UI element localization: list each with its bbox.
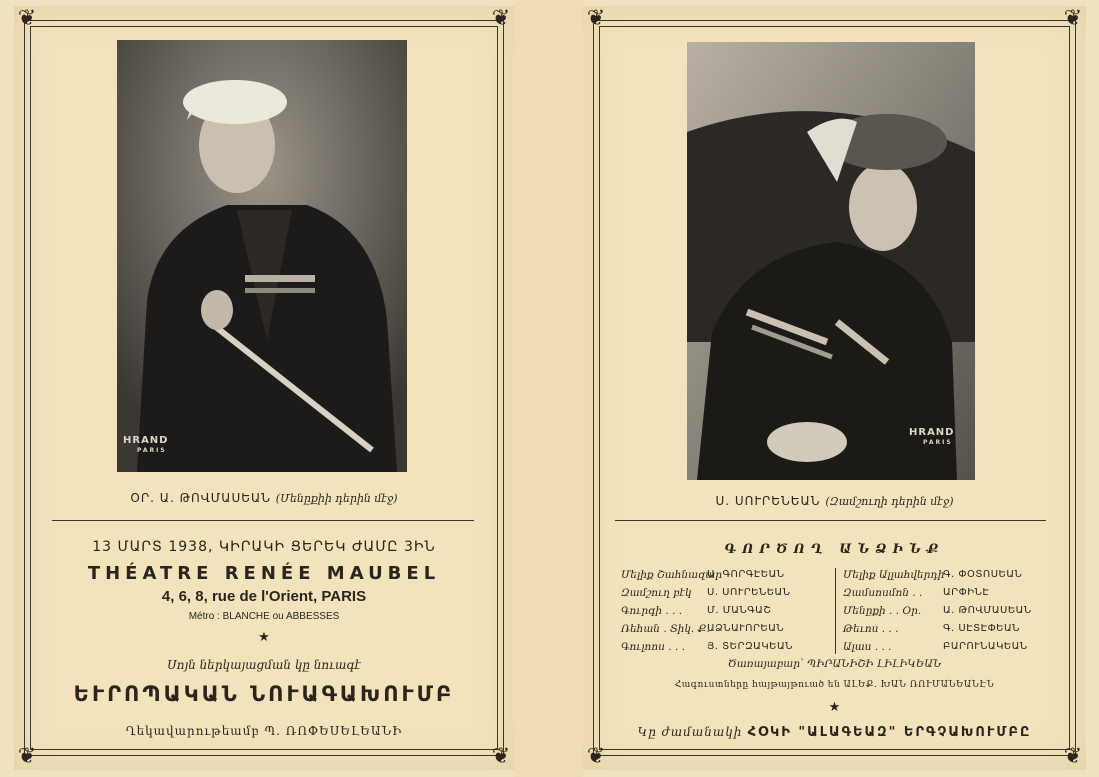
conductor-line: Ղեկավարութեամբ Պ. ՌՈՓԵՍԵԼԵԱՆԻ bbox=[125, 724, 403, 738]
photographer-signature: HRAND PARIS bbox=[909, 427, 955, 446]
cast-list-left bbox=[621, 566, 793, 656]
right-photo-caption bbox=[583, 494, 1086, 508]
ornament-corner-icon: ❦ bbox=[586, 6, 606, 31]
theatre-name: THÉATRE RENÉE MAUBEL bbox=[87, 563, 441, 584]
cast-row: Ռեհան . Տիկ. Ք. ԱՁՆԱՒՈՐԵԱՆ bbox=[621, 623, 785, 635]
actor-name: Ս. ՍՈՒՐԵՆԵԱՆ bbox=[715, 494, 821, 508]
portrait-photo-right bbox=[687, 42, 975, 480]
ornament-corner-icon: ❦ bbox=[1063, 6, 1083, 31]
theatre-address: 4, 6, 8, rue de l'Orient, PARIS bbox=[161, 588, 367, 605]
photographer-signature: HRAND PARIS bbox=[123, 435, 169, 454]
choir-footer: Կը ժամանակի ՀՕԿԻ "ԱԼԱԳԵԱԶ" ԵՐԳՉԱԽՈՒՄԲԸ bbox=[637, 725, 1032, 740]
star-icon: ★ bbox=[828, 700, 841, 715]
cast-row: Մելիք Ալլահվերդի Գ. ՓՕՏՈՍԵԱՆ bbox=[843, 569, 1023, 581]
left-page bbox=[14, 6, 514, 770]
cast-row: Գուլոոս . . . Յ. ՏԵՐԶԱԿԵԱՆ bbox=[621, 641, 793, 653]
divider bbox=[52, 520, 474, 521]
cast-row: Զամսոսմոն . . ԱՐՓԻՆԷ bbox=[843, 587, 990, 599]
ornament-corner-icon: ❦ bbox=[17, 6, 37, 31]
right-page bbox=[583, 6, 1086, 770]
cast-heading: ԳՈՐԾՈՂ ԱՆՁԻՆՔ bbox=[724, 542, 945, 557]
role-note: (Զամշուղի դերին մէջ) bbox=[825, 495, 954, 508]
star-icon: ★ bbox=[258, 630, 270, 645]
column-divider bbox=[835, 568, 836, 654]
cast-row: Զամշուղ բէկ Ս. ՍՈՒՐԵՆԵԱՆ bbox=[621, 587, 791, 599]
servant-line: Ծառայաբար՝ ՊԻՐԱՆԻՇԻ ԼԻԼԻԿԵԱՆ bbox=[727, 658, 942, 670]
left-photo-caption bbox=[14, 491, 514, 505]
cast-row: Մելիք Շահնազար Ա. ԳՈՐԳԷԵԱՆ bbox=[621, 569, 785, 581]
cast-list-right bbox=[843, 566, 1032, 656]
portrait-photo-left bbox=[117, 40, 407, 472]
actor-name: ՕՐ. Ա. ԹՈՎՄԱՍԵԱՆ bbox=[130, 491, 271, 505]
page-gutter bbox=[514, 0, 583, 777]
cast-row: Ալաս . . . ԲԱՐՈՒՆԱԿԵԱՆ bbox=[843, 641, 1028, 653]
divider bbox=[615, 520, 1046, 521]
costume-credit: Հագուստները հայթայթուած են ԱԼԵՔ. ԽԱՆ ՌՈՒՄԱՆԵԱՆԷՆ bbox=[674, 680, 995, 690]
ornament-corner-icon: ❦ bbox=[1063, 744, 1083, 769]
cast-row: Մենըքի . . Օր. Ա. ԹՈՎՄԱՍԵԱՆ bbox=[843, 605, 1032, 617]
orchestra-name: ԵՒՐՈՊԱԿԱՆ ՆՈՒԱԳԱԽՈՒՄԲ bbox=[73, 682, 455, 706]
ornament-corner-icon: ❦ bbox=[586, 744, 606, 769]
music-by-label: Սոյն ներկայացման կը նուագէ bbox=[167, 658, 361, 672]
role-note: (Մենըքիի դերին մէջ) bbox=[275, 492, 398, 505]
cast-row: Գուրգի . . . Մ. ՄԱՆԳԱՇ bbox=[621, 605, 772, 617]
ornament-corner-icon: ❦ bbox=[491, 744, 511, 769]
metro-info: Métro : BLANCHE ou ABBESSES bbox=[188, 611, 340, 622]
ornament-corner-icon: ❦ bbox=[491, 6, 511, 31]
date-line: 13 ՄԱՐՏ 1938, ԿԻՐԱԿԻ ՑԵՐԵԿ ԺԱՄԸ 3ԻՆ bbox=[92, 539, 436, 555]
ornament-corner-icon: ❦ bbox=[17, 744, 37, 769]
cast-row: Թեւոս . . . Գ. ՍԷՏԷՓԵԱՆ bbox=[843, 623, 1020, 635]
